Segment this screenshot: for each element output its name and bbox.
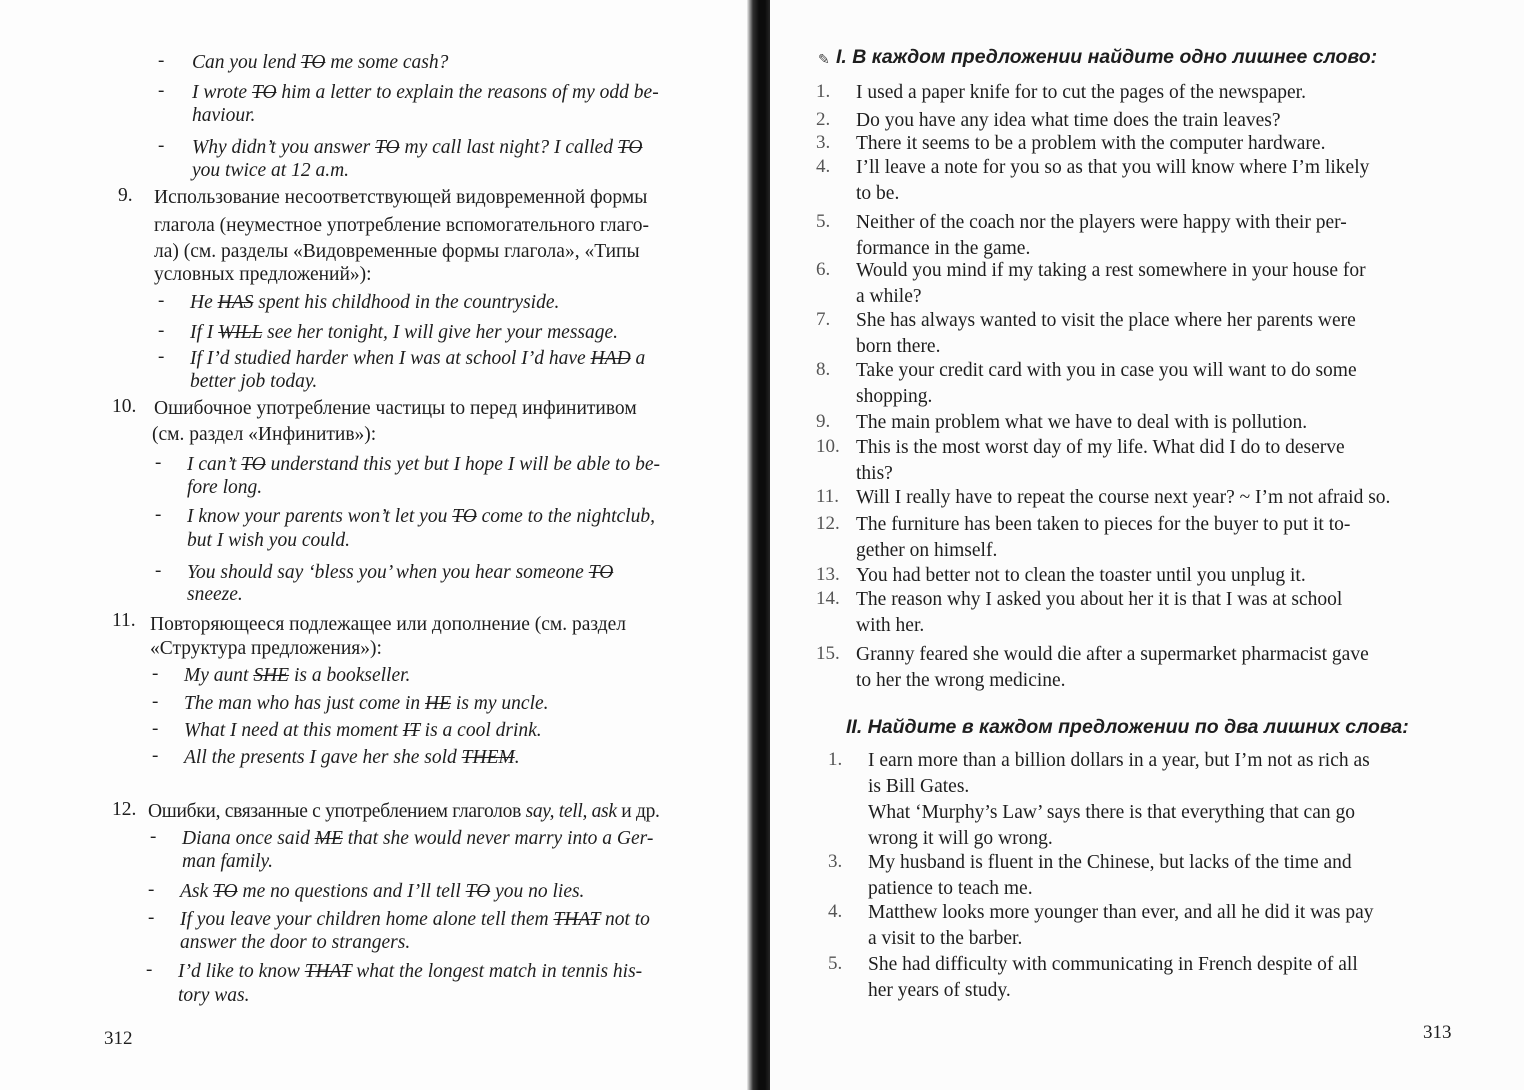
item-number: 8. (816, 359, 831, 380)
example-line: Diana once said ME that she would never marry into a Ger- (182, 828, 654, 849)
bullet-dash: - (150, 826, 157, 847)
item-text: Использование несоответствующей видовременной формы (154, 187, 648, 208)
item-number: 9. (118, 185, 133, 206)
bullet-dash: - (155, 560, 162, 581)
exercise-sentence: is Bill Gates. (868, 776, 970, 797)
item-number: 1. (828, 749, 843, 770)
example-line: I can’t TO understand this yet but I hope I will be able to be- (187, 454, 660, 475)
example-line: sneeze. (187, 584, 243, 605)
example-line: tory was. (178, 985, 250, 1006)
exercise-sentence: formance in the game. (856, 238, 1031, 259)
item-number: 13. (816, 564, 840, 585)
bullet-dash: - (148, 907, 155, 928)
item-number: 3. (828, 851, 843, 872)
section-heading: I. В каждом предложении найдите одно лишнее слово: (836, 46, 1378, 68)
bullet-dash: - (152, 745, 159, 766)
item-text: Ошибочное употребление частицы to перед инфинитивом (154, 398, 637, 419)
exercise-sentence: Do you have any idea what time does the train leaves? (856, 110, 1281, 131)
bullet-dash: - (158, 80, 165, 101)
exercise-sentence: born there. (856, 336, 941, 357)
right-page (770, 0, 1524, 1090)
exercise-sentence: Neither of the coach nor the players were happy with their per- (856, 212, 1347, 233)
exercise-sentence: This is the most worst day of my life. What did I do to deserve (856, 437, 1345, 458)
item-number: 12. (112, 799, 137, 820)
pen-icon: ✎ (818, 53, 830, 68)
exercise-sentence: She has always wanted to visit the place where her parents were (856, 310, 1356, 331)
exercise-sentence: to her the wrong medicine. (856, 670, 1066, 691)
bullet-dash: - (158, 50, 165, 71)
example-line: Can you lend TO me some cash? (192, 52, 449, 73)
page-number: 312 (104, 1028, 133, 1049)
bullet-dash: - (158, 320, 165, 341)
item-text: Ошибки, связанные с употреблением глаголов say, tell, ask и др. (148, 801, 660, 822)
item-number: 5. (828, 953, 843, 974)
example-line: Why didn’t you answer TO my call last night? I called TO (192, 137, 643, 158)
bullet-dash: - (152, 691, 159, 712)
item-number: 4. (816, 156, 831, 177)
exercise-sentence: wrong it will go wrong. (868, 828, 1053, 849)
item-text: условных предложений»): (154, 264, 372, 285)
item-text: Повторяющееся подлежащее или дополнение (см. раздел (150, 614, 627, 635)
exercise-sentence: You had better not to clean the toaster until you unplug it. (856, 565, 1306, 586)
example-line: I know your parents won’t let you TO come to the nightclub, (187, 506, 655, 527)
example-line: but I wish you could. (187, 530, 351, 551)
example-line: All the presents I gave her she sold THEM. (184, 747, 520, 768)
example-line: haviour. (192, 105, 256, 126)
example-line: You should say ‘bless you’ when you hear someone TO (187, 562, 614, 583)
item-text: ла) (см. разделы «Видовременные формы глагола», «Типы (154, 241, 640, 262)
example-line: answer the door to strangers. (180, 932, 411, 953)
exercise-sentence: I’ll leave a note for you so as that you will know where I’m likely (856, 157, 1370, 178)
exercise-sentence: patience to teach me. (868, 878, 1033, 899)
exercise-sentence: a while? (856, 286, 922, 307)
item-number: 10. (816, 436, 840, 457)
example-line: fore long. (187, 477, 263, 498)
example-line: you twice at 12 a.m. (192, 160, 350, 181)
item-number: 1. (816, 81, 831, 102)
item-number: 12. (816, 513, 840, 534)
item-number: 7. (816, 309, 831, 330)
example-line: He HAS spent his childhood in the countryside. (190, 292, 560, 313)
example-line: If I’d studied harder when I was at school I’d have HAD a (190, 348, 646, 369)
item-text: глагола (неуместное употребление вспомогательного глаго- (154, 215, 650, 236)
exercise-sentence: this? (856, 463, 893, 484)
exercise-sentence: Would you mind if my taking a rest somewhere in your house for (856, 260, 1366, 281)
exercise-sentence: The reason why I asked you about her it is that I was at school (856, 589, 1343, 610)
bullet-dash: - (158, 135, 165, 156)
bullet-dash: - (152, 718, 159, 739)
exercise-sentence: Take your credit card with you in case you will want to do some (856, 360, 1357, 381)
exercise-sentence: The furniture has been taken to pieces for the buyer to put it to- (856, 514, 1351, 535)
exercise-sentence: with her. (856, 615, 925, 636)
item-number: 5. (816, 211, 831, 232)
exercise-sentence: Matthew looks more younger than ever, and all he did it was pay (868, 902, 1374, 923)
exercise-sentence: gether on himself. (856, 540, 998, 561)
bullet-dash: - (158, 290, 165, 311)
exercise-sentence: She had difficulty with communicating in French despite of all (868, 954, 1358, 975)
left-page (0, 0, 752, 1090)
item-number: 3. (816, 132, 831, 153)
example-line: I’d like to know THAT what the longest match in tennis his- (178, 961, 643, 982)
example-line: My aunt SHE is a bookseller. (184, 665, 411, 686)
exercise-sentence: I earn more than a billion dollars in a year, but I’m not as rich as (868, 750, 1370, 771)
item-number: 9. (816, 411, 831, 432)
exercise-sentence: What ‘Murphy’s Law’ says there is that everything that can go (868, 802, 1355, 823)
item-number: 10. (112, 396, 137, 417)
example-line: better job today. (190, 371, 318, 392)
bullet-dash: - (158, 346, 165, 367)
bullet-dash: - (152, 663, 159, 684)
item-text: (см. раздел «Инфинитив»): (152, 424, 377, 445)
page-number: 313 (1423, 1022, 1452, 1043)
exercise-sentence: her years of study. (868, 980, 1011, 1001)
item-number: 6. (816, 259, 831, 280)
bullet-dash: - (148, 879, 155, 900)
item-number: 4. (828, 901, 843, 922)
example-line: Ask TO me no questions and I’ll tell TO you no lies. (180, 881, 585, 902)
exercise-sentence: The main problem what we have to deal with is pollution. (856, 412, 1308, 433)
exercise-sentence: My husband is fluent in the Chinese, but lacks of the time and (868, 852, 1352, 873)
item-text: «Структура предложения»): (150, 638, 382, 659)
item-number: 11. (112, 610, 136, 631)
example-line: I wrote TO him a letter to explain the reasons of my odd be- (192, 82, 659, 103)
exercise-sentence: There it seems to be a problem with the computer hardware. (856, 133, 1326, 154)
bullet-dash: - (155, 504, 162, 525)
item-number: 2. (816, 109, 831, 130)
example-line: If I WILL see her tonight, I will give her your message. (190, 322, 619, 343)
exercise-sentence: a visit to the barber. (868, 928, 1023, 949)
exercise-sentence: Granny feared she would die after a supermarket pharmacist gave (856, 644, 1369, 665)
example-line: The man who has just come in HE is my uncle. (184, 693, 549, 714)
item-number: 11. (816, 486, 840, 507)
example-line: If you leave your children home alone tell them THAT not to (180, 909, 650, 930)
bullet-dash: - (155, 452, 162, 473)
section-heading: II. Найдите в каждом предложении по два лишних слова: (846, 716, 1409, 738)
exercise-sentence: Will I really have to repeat the course next year? ~ I’m not afraid so. (856, 487, 1391, 508)
exercise-sentence: shopping. (856, 386, 933, 407)
example-line: What I need at this moment IT is a cool drink. (184, 720, 542, 741)
exercise-sentence: to be. (856, 183, 900, 204)
bullet-dash: - (146, 959, 153, 980)
item-number: 14. (816, 588, 840, 609)
example-line: man family. (182, 851, 273, 872)
item-number: 15. (816, 643, 840, 664)
exercise-sentence: I used a paper knife for to cut the pages of the newspaper. (856, 82, 1306, 103)
